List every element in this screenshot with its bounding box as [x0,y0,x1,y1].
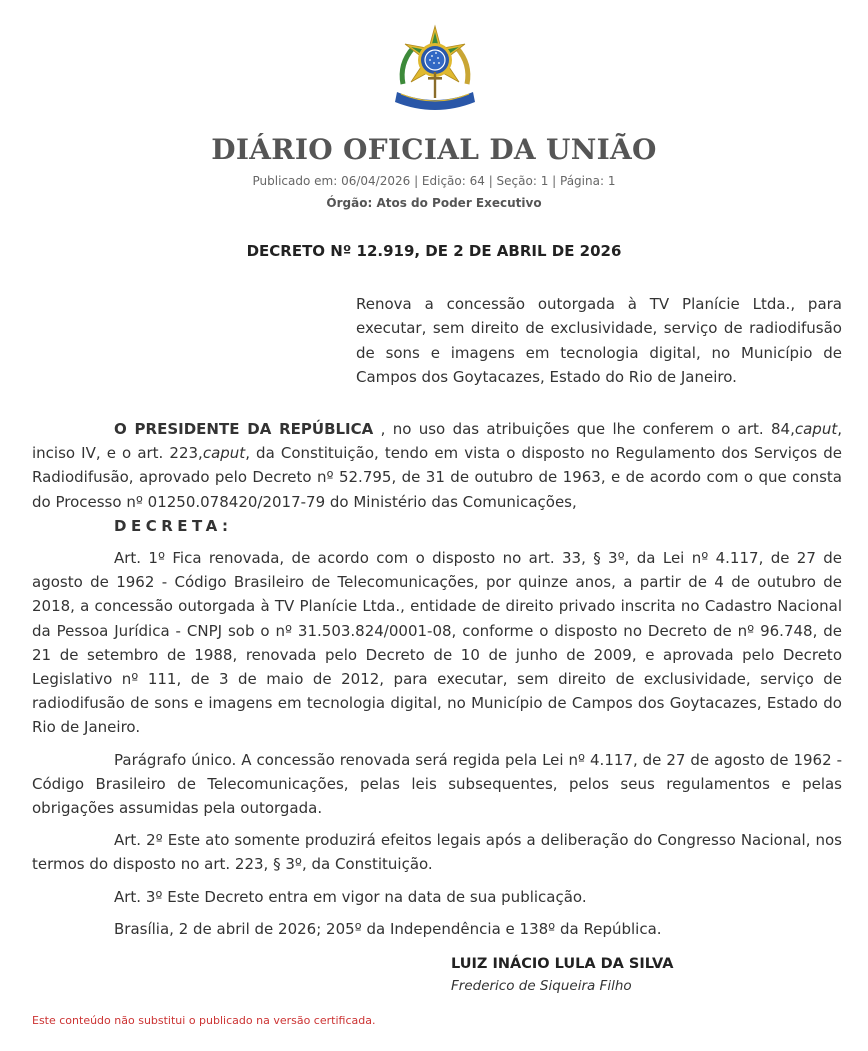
decree-title: DECRETO Nº 12.919, DE 2 DE ABRIL DE 2026 [246,242,622,260]
article-3: Art. 3º Este Decreto entra em vigor na data de sua publicação. [114,887,587,906]
preamble-text-1: , no uso das atribuições que lhe conferem o art. 84, [373,420,795,438]
preamble-lead: O PRESIDENTE DA REPÚBLICA [114,420,374,438]
signer-name: LUIZ INÁCIO LULA DA SILVA [451,956,674,972]
brazil-coat-of-arms-icon [389,22,481,114]
masthead-title: DIÁRIO OFICIAL DA UNIÃO [211,133,657,166]
issuing-organ: Órgão: Atos do Poder Executivo [326,196,542,210]
sole-paragraph: Parágrafo único. A concessão renovada será regida pela Lei nº 4.117, de 27 de agosto de 1962 - Código Brasileiro de Telecomunicações, pelas leis subsequentes, pelos seus regulamentos e pelas obrigações assumidas pela outorgada. [32,750,842,818]
decree-summary: Renova a concessão outorgada à TV Planície Ltda., para executar, sem direito de exclusividade, serviço de radiodifusão de sons e imagens em tecnologia digital, no Município de Campos dos Goytacazes, Estado do Rio de Janeiro. [356,295,842,386]
date-line: Brasília, 2 de abril de 2026; 205º da Independência e 138º da República. [114,919,662,938]
preamble-text-3: , da Constituição, tendo em vista o disposto no Regulamento dos Serviços de Radiodifusão, aprovado pelo Decreto nº 52.795, de 31 de outubro de 1963, e de acordo com o que consta do Processo nº 01250.078420/2017-79 do Ministério das Comunicações, [32,444,843,511]
decreta-heading: DECRETA: [114,516,233,535]
cosigner-name: Frederico de Siqueira Filho [451,978,632,994]
decree-body [32,417,842,941]
preamble-paragraph [32,417,842,514]
article-2: Art. 2º Este ato somente produzirá efeitos legais após a deliberação do Congresso Nacional, nos termos do disposto no art. 223, § 3º, da Constituição. [32,831,842,874]
article-1: Art. 1º Fica renovada, de acordo com o disposto no art. 33, § 3º, da Lei nº 4.117, de 27 de agosto de 1962 - Código Brasileiro de Telecomunicações, por quinze anos, a partir de 4 de outubro de 2018, a concessão outorgada à TV Planície Ltda., entidade de direito privado inscrita no Cadastro Nacional da Pessoa Jurídica - CNPJ sob o nº 31.503.824/0001-08, conforme o disposto no Decreto de nº 96.748, de 21 de setembro de 1988, renovada pelo Decreto de 10 de junho de 2009, e aprovada pelo Decreto Legislativo nº 111, de 3 de maio de 2012, para executar, sem direito de exclusividade, serviço de radiodifusão de sons e imagens em tecnologia digital, no Município de Campos dos Goytacazes, Estado do Rio de Janeiro. [32,549,842,737]
publication-info: Publicado em: 06/04/2026 | Edição: 64 | Seção: 1 | Página: 1 [252,174,616,188]
preamble-text-2: , inciso IV, e o art. 223, [32,420,842,463]
certification-disclaimer: Este conteúdo não substitui o publicado na versão certificada. [32,1014,376,1027]
preamble-caput-1: caput [794,420,838,438]
preamble-caput-2: caput [202,444,246,463]
